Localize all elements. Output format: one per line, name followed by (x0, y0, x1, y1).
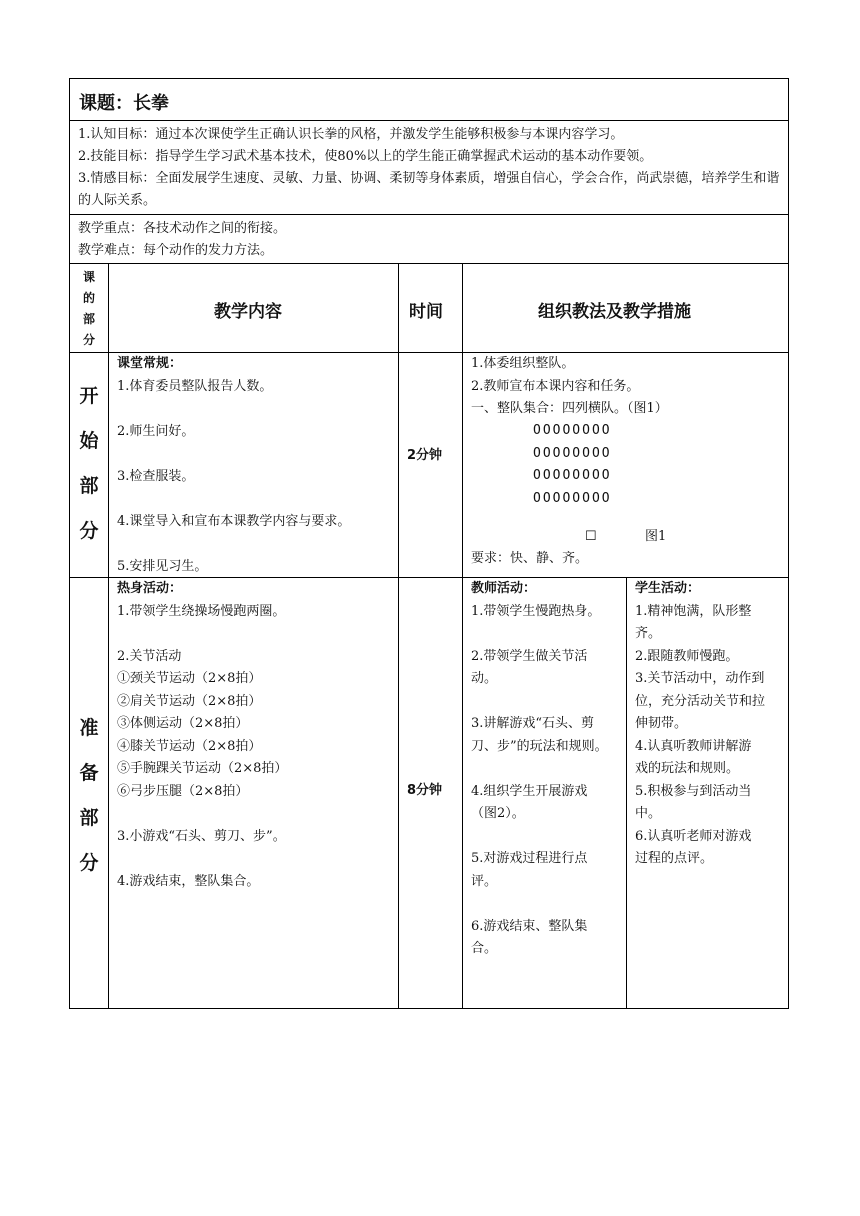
prep-time: 8分钟 (407, 783, 443, 798)
student-activity-item: 6.认真听老师对游戏 (635, 828, 752, 844)
teacher-activity-item: 刀、步”的玩法和规则。 (471, 738, 608, 754)
teacher-activity-item: 2.带领学生做关节活 (471, 648, 588, 664)
prep-content-cell (108, 577, 399, 1009)
start-requirement: 要求：快、静、齐。 (471, 551, 589, 566)
start-time: 2分钟 (407, 448, 443, 463)
start-part-char: 分 (79, 520, 99, 542)
teacher-activity-item: 4.组织学生开展游戏 (471, 783, 588, 799)
start-content-item: 5.安排见习生。 (117, 558, 208, 574)
prep-content-item: ⑥弓步压腿（2×8拍） (117, 783, 249, 799)
start-content-item: 1.体育委员整队报告人数。 (117, 378, 273, 394)
start-part-char: 部 (79, 475, 99, 497)
student-activity-item: 5.积极参与到活动当 (635, 783, 752, 799)
start-method-item: 2.教师宣布本课内容和任务。 (471, 378, 640, 394)
student-activity-item: 过程的点评。 (635, 851, 714, 866)
prep-content-spacer (117, 623, 287, 646)
header-part-cell (69, 263, 109, 353)
formation-row: OOOOOOOO (533, 490, 612, 506)
prep-part-char: 准 (79, 717, 99, 739)
prep-time-cell (398, 577, 463, 1009)
teacher-activity-item: 5.对游戏过程进行点 (471, 851, 588, 866)
prep-teacher-cell (462, 577, 627, 1009)
header-method-cell (462, 263, 789, 353)
prep-student-cell (626, 577, 789, 1009)
header-content-cell (108, 263, 399, 353)
prep-part-char: 备 (79, 762, 99, 784)
title-row (69, 78, 789, 121)
figure-1-label: 图1 (645, 529, 667, 544)
teacher-activity-item: 6.游戏结束、整队集 (471, 918, 588, 934)
formation-row: OOOOOOOO (533, 423, 612, 438)
start-method-item: 1.体委组织整队。 (471, 356, 575, 371)
student-activity-item: 伸韧带。 (635, 716, 688, 731)
prep-content-item: ⑤手腕踝关节运动（2×8拍） (117, 761, 288, 776)
student-activity-item: 2.跟随教师慢跑。 (635, 648, 739, 664)
teaching-focus: 教学重点：各技术动作之间的衔接。 (78, 221, 287, 236)
lesson-title: 课题：长拳 (79, 93, 169, 114)
teacher-activity-item: （图2）。 (471, 806, 525, 821)
header-method: 组织教法及教学措施 (538, 302, 691, 322)
prep-content-item: 4.游戏结束，整队集合。 (117, 873, 260, 889)
start-content-item: 4.课堂导入和宣布本课教学内容与要求。 (117, 513, 351, 529)
start-method-cell (462, 352, 789, 578)
student-activity-item: 齐。 (635, 626, 662, 641)
prep-part-char: 部 (79, 807, 99, 829)
header-part-char: 的 (82, 291, 95, 305)
prep-part-char: 分 (79, 852, 99, 874)
prep-content-item: ①颈关节运动（2×8拍） (117, 671, 262, 686)
header-part-char: 课 (82, 270, 95, 284)
prep-content-title: 热身活动： (117, 581, 183, 596)
start-content-title: 课堂常规： (117, 356, 183, 371)
start-content-item: 3.检查服装。 (117, 468, 195, 484)
student-activity-item: 3.关节活动中，动作到 (635, 671, 765, 686)
keys-section (69, 214, 789, 264)
teacher-activity-item: 1.带领学生慢跑热身。 (471, 603, 601, 619)
prep-content-item: ④膝关节运动（2×8拍） (117, 738, 262, 754)
student-activity-item: 4.认真听教师讲解游 (635, 738, 752, 754)
teacher-activity-item: 3.讲解游戏“石头、剪 (471, 716, 595, 731)
header-time: 时间 (409, 302, 443, 322)
student-activity-item: 中。 (635, 806, 662, 821)
goal-affective: 3.情感目标：全面发展学生速度、灵敏、力量、协调、柔韧等身体素质，增强自信心，学会合作，尚武崇德，培养学生和谐的人际关系。 (78, 171, 780, 208)
start-content-cell (108, 352, 399, 578)
goal-cognitive: 1.认知目标：通过本次课使学生正确认识长拳的风格，并激发学生能够积极参与本课内容学习。 (78, 127, 624, 142)
start-time-cell (398, 352, 463, 578)
prep-content-item: 3.小游戏“石头、剪刀、步”。 (117, 828, 286, 844)
formation-row: OOOOOOOO (533, 468, 612, 483)
student-activity-item: 位，充分活动关节和拉 (635, 693, 766, 709)
start-part-char: 始 (79, 430, 99, 452)
prep-part-cell (69, 577, 109, 1009)
teacher-activity-item: 动。 (471, 671, 498, 686)
goals-section (69, 120, 789, 215)
start-part-char: 开 (79, 385, 99, 407)
prep-content-spacer (117, 803, 287, 826)
student-activity-item: 1.精神饱满，队形整 (635, 603, 752, 619)
prep-content-item: ③体侧运动（2×8拍） (117, 716, 249, 731)
header-part-char: 部 (82, 312, 95, 326)
lesson-plan-table (69, 78, 789, 1009)
formation-row: OOOOOOOO (533, 445, 612, 461)
prep-content-spacer (117, 848, 287, 871)
header-content: 教学内容 (214, 302, 282, 322)
goal-skill: 2.技能目标：指导学生学习武术基本技术，使80%以上的学生能正确掌握武术运动的基本动作要领。 (78, 149, 653, 164)
header-time-cell (398, 263, 463, 353)
teacher-activity-item: 评。 (471, 873, 498, 889)
start-content-item: 2.师生问好。 (117, 423, 195, 439)
teacher-activity-item: 合。 (471, 941, 498, 956)
teacher-activity-title: 教师活动： (471, 581, 537, 596)
teaching-difficulty: 教学难点：每个动作的发力方法。 (78, 243, 274, 258)
header-part-char: 分 (82, 333, 95, 347)
formation-diagram (533, 420, 612, 510)
prep-content-item: 1.带领学生绕操场慢跑两圈。 (117, 603, 286, 619)
start-method-item: 一、整队集合：四列横队。（图1） (471, 401, 668, 416)
prep-content-item: 2.关节活动 (117, 648, 182, 664)
prep-content-item: ②肩关节运动（2×8拍） (117, 693, 262, 709)
student-activity-title: 学生活动： (635, 581, 701, 596)
main-grid (69, 263, 789, 1009)
start-part-cell (69, 352, 109, 578)
student-activity-item: 戏的玩法和规则。 (635, 761, 740, 776)
teacher-position-icon: ☐ (585, 529, 597, 544)
